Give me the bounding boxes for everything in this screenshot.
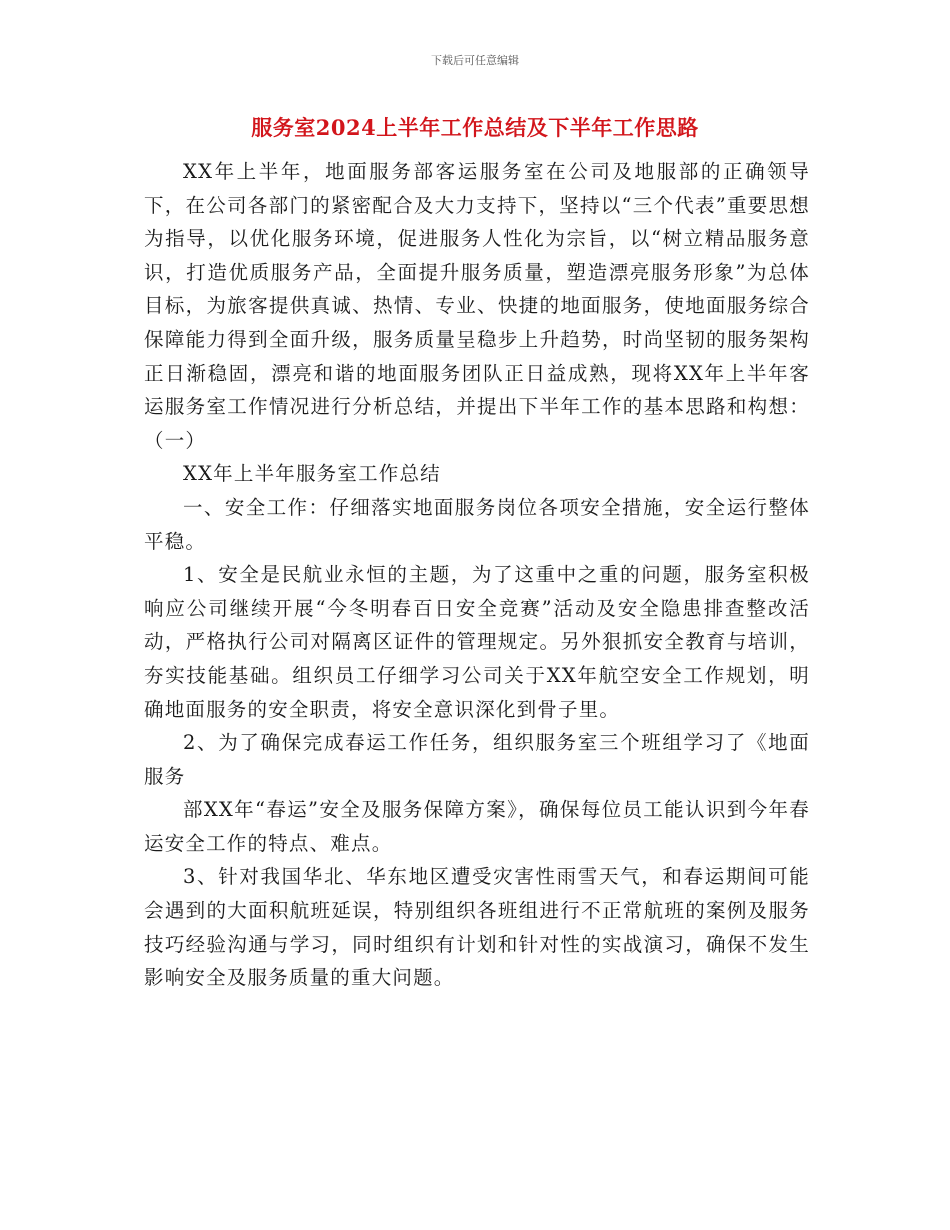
paragraph-intro: XX年上半年，地面服务部客运服务室在公司及地服部的正确领导下，在公司各部门的紧密配合及大力支持下，坚持以“三个代表”重要思想为指导，以优化服务环境，促进服务人性化为宗旨，以“树立精品服务意识，打造优质服务产品，全面提升服务质量，塑造漂亮服务形象”为总体目标，为旅客提供真诚、热情、专业、快捷的地面服务，使地面服务综合保障能力得到全面升级，服务质量呈稳步上升趋势，时尚坚韧的服务架构正日渐稳固，漂亮和谐的地面服务团队正日益成熟，现将XX年上半年客运服务室工作情况进行分析总结，并提出下半年工作的基本思路和构想：（一） bbox=[144, 160, 810, 452]
document-title: 服务室2024上半年工作总结及下半年工作思路 bbox=[251, 115, 699, 140]
paragraph-item-2: 2、为了确保完成春运工作任务，组织服务室三个班组学习了《地面服务 bbox=[144, 731, 810, 788]
paragraph-item-3: 3、针对我国华北、华东地区遭受灾害性雨雪天气，和春运期间可能会遇到的大面积航班延误，特别组织各班组进行不正常航班的案例及服务技巧经验沟通与学习，同时组织有计划和针对性的实战演习，确保不发生影响安全及服务质量的重大问题。 bbox=[144, 865, 810, 990]
page-header-note: 下载后可任意编辑 bbox=[431, 54, 519, 67]
document-body bbox=[144, 155, 810, 995]
paragraph-item-1: 1、安全是民航业永恒的主题，为了这重中之重的问题，服务室积极响应公司继续开展“今冬明春百日安全竞赛”活动及安全隐患排查整改活动，严格执行公司对隔离区证件的管理规定。另外狠抓安全教育与培训，夯实技能基础。组织员工仔细学习公司关于XX年航空安全工作规划，明确地面服务的安全职责，将安全意识深化到骨子里。 bbox=[144, 563, 810, 721]
paragraph-item-2-continued: 部XX年“春运”安全及服务保障方案》，确保每位员工能认识到今年春运安全工作的特点、难点。 bbox=[144, 798, 810, 855]
section-heading: XX年上半年服务室工作总结 bbox=[183, 462, 441, 486]
paragraph-safety-heading: 一、安全工作：仔细落实地面服务岗位各项安全措施，安全运行整体平稳。 bbox=[144, 495, 810, 553]
